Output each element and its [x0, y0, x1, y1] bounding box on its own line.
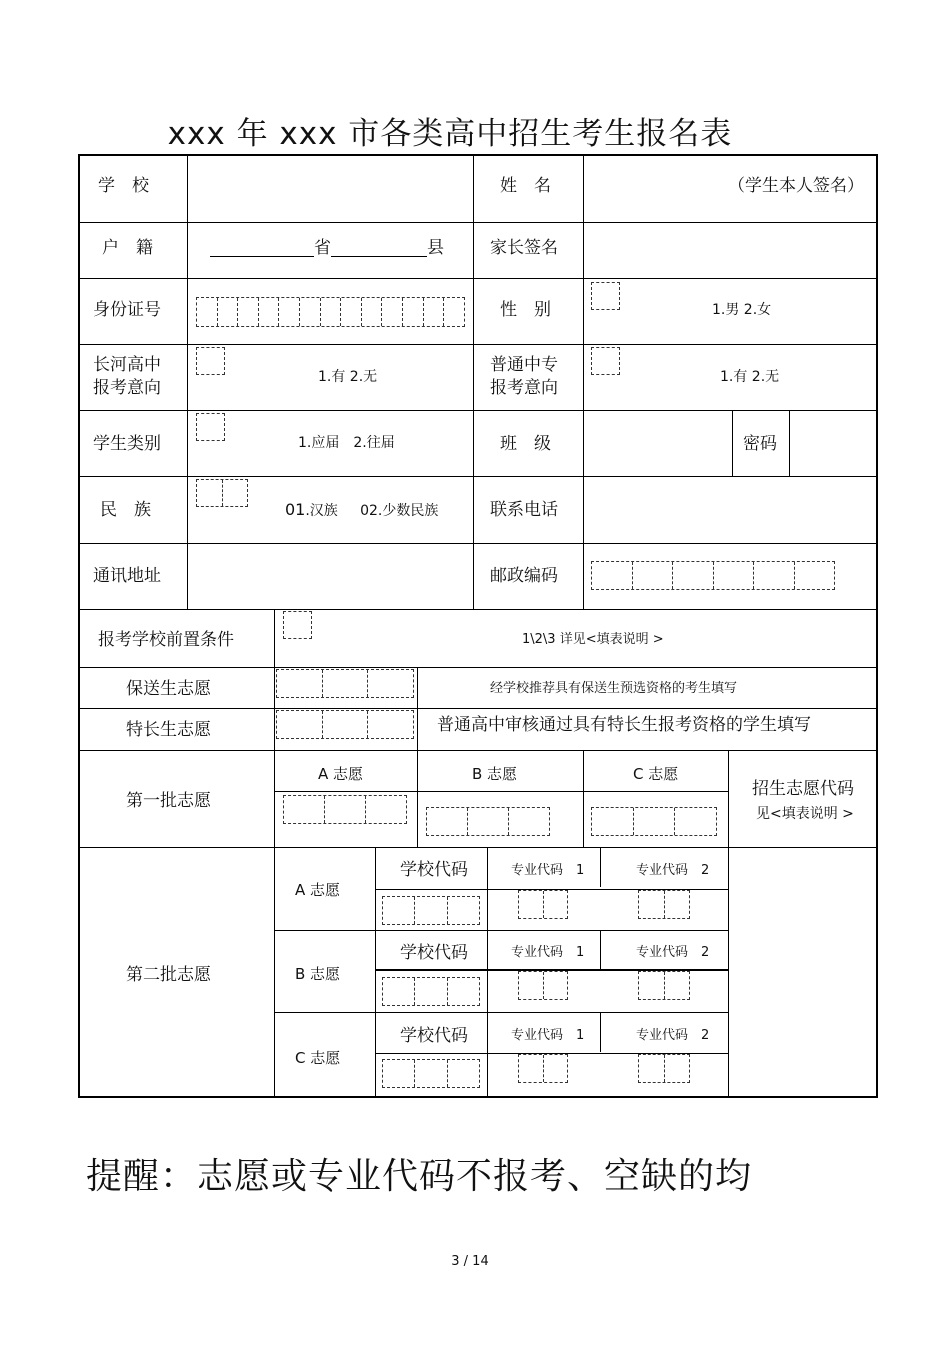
second-c-major1-boxes[interactable] — [518, 1054, 568, 1083]
second-choice-c: C 志愿 — [295, 1049, 341, 1067]
col-divider — [583, 156, 584, 609]
row-divider — [80, 222, 876, 223]
label-phone: 联系电话 — [490, 500, 558, 520]
changhe-options: 1.有 2.无 — [318, 369, 378, 385]
second-c-school-boxes[interactable] — [382, 1059, 480, 1088]
col-divider — [417, 667, 418, 750]
reminder-text: 提醒：志愿或专业代码不报考、空缺的均 — [86, 1156, 753, 1197]
vocational-options: 1.有 2.无 — [720, 369, 780, 385]
label-school: 学 校 — [98, 176, 149, 196]
col-divider — [600, 930, 601, 970]
label-precondition: 报考学校前置条件 — [98, 630, 234, 650]
label-recommend: 保送生志愿 — [126, 679, 211, 699]
first-choice-a: A 志愿 — [318, 765, 364, 783]
row-divider — [80, 278, 876, 279]
school-code-label-b: 学校代码 — [400, 943, 468, 963]
second-b-major2-boxes[interactable] — [638, 971, 690, 1000]
student-type-box[interactable] — [196, 413, 225, 441]
row-divider — [80, 847, 876, 848]
first-b-boxes[interactable] — [426, 807, 550, 836]
specialty-note: 普通高中审核通过具有特长生报考资格的学生填写 — [437, 715, 811, 735]
recommend-note: 经学校推荐具有保送生预选资格的考生填写 — [490, 681, 738, 696]
row-divider — [80, 543, 876, 544]
label-specialty: 特长生志愿 — [126, 720, 211, 740]
label-vocational-2: 报考意向 — [490, 378, 558, 398]
province-blank[interactable] — [210, 240, 314, 257]
label-student-type: 学生类别 — [93, 434, 161, 454]
second-b-major1-boxes[interactable] — [518, 971, 568, 1000]
id-number-boxes[interactable] — [196, 297, 465, 327]
vocational-box[interactable] — [591, 347, 620, 375]
col-divider — [732, 410, 733, 476]
row-divider — [80, 410, 876, 411]
label-second-batch: 第二批志愿 — [126, 965, 211, 985]
col-divider — [583, 750, 584, 847]
col-divider — [375, 847, 376, 1097]
row-divider — [80, 750, 876, 751]
first-a-boxes[interactable] — [283, 795, 407, 824]
postcode-boxes[interactable] — [591, 561, 835, 590]
code-note: 见<填表说明 > — [756, 806, 854, 822]
label-class: 班 级 — [500, 434, 551, 454]
label-changhe-1: 长河高中 — [93, 355, 161, 375]
col-divider — [600, 847, 601, 887]
major-code-1-label-b: 专业代码 1 — [511, 945, 585, 960]
col-divider — [487, 847, 488, 1097]
second-a-major1-boxes[interactable] — [518, 890, 568, 919]
second-b-school-boxes[interactable] — [382, 977, 480, 1006]
county-label: 县 — [427, 238, 444, 258]
gender-box[interactable] — [591, 282, 620, 310]
row-divider — [80, 609, 876, 610]
label-name: 姓 名 — [500, 176, 551, 196]
row-divider — [80, 476, 876, 477]
ethnicity-options: 01.汉族 02.少数民族 — [285, 500, 439, 519]
precondition-box[interactable] — [283, 611, 312, 639]
major-code-1-label-a: 专业代码 1 — [511, 863, 585, 878]
gender-options: 1.男 2.女 — [712, 302, 772, 318]
specialty-boxes[interactable] — [276, 710, 414, 739]
row-divider — [274, 930, 728, 931]
second-choice-a: A 志愿 — [295, 881, 341, 899]
second-a-school-boxes[interactable] — [382, 896, 480, 925]
row-divider — [80, 344, 876, 345]
ethnicity-boxes[interactable] — [196, 479, 248, 507]
label-first-batch: 第一批志愿 — [126, 791, 211, 811]
label-password: 密码 — [743, 434, 777, 454]
province-label: 省 — [314, 238, 331, 258]
row-divider — [274, 1012, 728, 1013]
first-choice-c: C 志愿 — [633, 765, 679, 783]
precondition-note: 1\2\3 详见<填表说明 > — [522, 632, 664, 647]
registration-form — [78, 154, 878, 1098]
first-choice-b: B 志愿 — [472, 765, 518, 783]
col-divider — [789, 410, 790, 476]
second-c-major2-boxes[interactable] — [638, 1054, 690, 1083]
recommend-boxes[interactable] — [276, 669, 414, 698]
major-code-1-label-c: 专业代码 1 — [511, 1028, 585, 1043]
form-title: xxx 年 xxx 市各类高中招生考生报名表 — [167, 116, 733, 152]
label-address: 通讯地址 — [93, 566, 161, 586]
label-gender: 性 别 — [500, 300, 551, 320]
label-ethnicity: 民 族 — [100, 500, 151, 520]
row-divider — [80, 667, 876, 668]
col-divider — [473, 156, 474, 609]
col-divider — [600, 1012, 601, 1052]
student-type-options: 1.应届 2.往届 — [298, 435, 395, 451]
first-c-boxes[interactable] — [591, 807, 717, 836]
second-choice-b: B 志愿 — [295, 965, 341, 983]
label-changhe-2: 报考意向 — [93, 378, 161, 398]
major-code-2-label-b: 专业代码 2 — [636, 945, 710, 960]
col-divider — [187, 156, 188, 609]
row-divider — [274, 791, 728, 792]
col-divider — [728, 750, 729, 1097]
row-divider — [80, 708, 876, 709]
county-blank[interactable] — [331, 240, 427, 257]
page-number: 3 / 14 — [451, 1254, 489, 1269]
second-a-major2-boxes[interactable] — [638, 890, 690, 919]
signature-hint: （学生本人签名） — [728, 176, 864, 196]
major-code-2-label-c: 专业代码 2 — [636, 1028, 710, 1043]
label-postcode: 邮政编码 — [490, 566, 558, 586]
school-code-label-c: 学校代码 — [400, 1026, 468, 1046]
hukou-field[interactable] — [210, 240, 444, 257]
school-code-label-a: 学校代码 — [400, 860, 468, 880]
code-title: 招生志愿代码 — [752, 779, 854, 799]
label-parent-sign: 家长签名 — [490, 238, 558, 258]
changhe-box[interactable] — [196, 347, 225, 375]
col-divider — [417, 750, 418, 847]
label-vocational-1: 普通中专 — [490, 355, 558, 375]
label-hukou: 户 籍 — [102, 238, 153, 258]
label-id-number: 身份证号 — [93, 300, 161, 320]
major-code-2-label-a: 专业代码 2 — [636, 863, 710, 878]
